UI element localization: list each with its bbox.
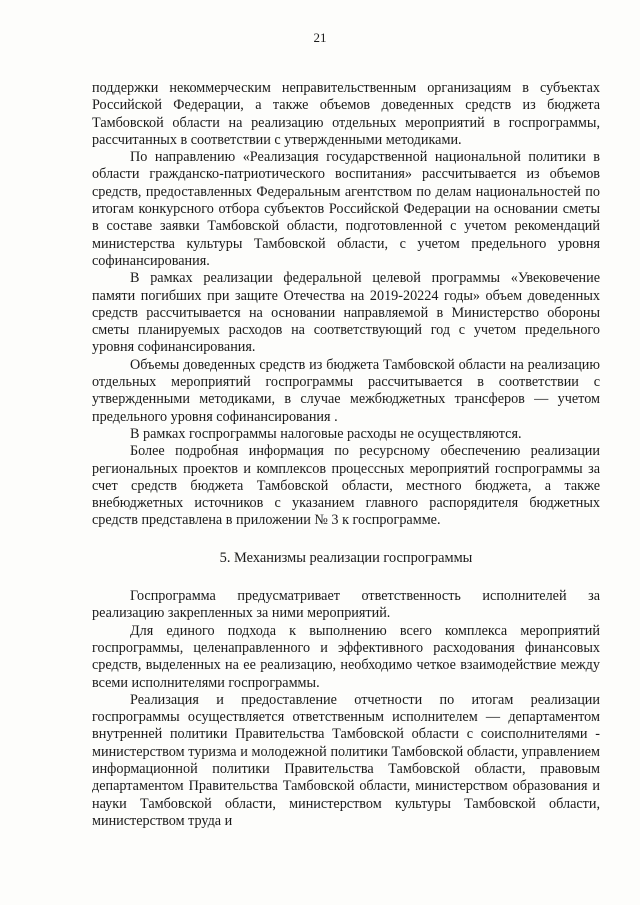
paragraph-9: Реализация и предоставление отчетности по итогам реализации госпрограммы осуществляется ответственным исполнителем — департаментом внутренней политики Правительства Тамбовской области с соисполнителями - министерством туризма и молодежной политики Тамбовской области, управлением информационной политики Правительства Тамбовской области, правовым департаментом Правительства Тамбовской области, министерством образования и науки Тамбовской области, министерством культуры Тамбовской области, министерством труда и <box>92 691 600 829</box>
paragraph-5: В рамках госпрограммы налоговые расходы не осуществляются. <box>130 425 522 442</box>
paragraph-3: В рамках реализации федеральной целевой программы «Увековечение памяти погибших при защите Отечества на 2019-20224 годы» объем доведенных средств рассчитывается на основании направляемой в Министерство обороны сметы планируемых расходов на соответствующий год с учетом предельного уровня софинансирования. <box>92 270 600 356</box>
paragraph-8: Для единого подхода к выполнению всего комплекса мероприятий госпрограммы, целенаправленного и эффективного расходования финансовых средств, выделенных на ее реализацию, необходимо четкое взаимодействие между всеми исполнителями госпрограммы. <box>92 622 600 691</box>
section-heading: 5. Механизмы реализации госпрограммы <box>219 549 473 566</box>
paragraph-1: поддержки некоммерческим неправительственным организациям в субъектах Российской Федерации, а также объемов доведенных средств из бюджета Тамбовской области на реализацию отдельных мероприятий в госпрограммы, рассчитанных в соответствии с утвержденными методиками. <box>92 80 600 148</box>
paragraph-7: Госпрограмма предусматривает ответственность исполнителей за реализацию закрепленных за ними мероприятий. <box>92 588 600 622</box>
page-number: 21 <box>313 30 327 45</box>
paragraph-6: Более подробная информация по ресурсному обеспечению реализации региональных проектов и комплексов процессных мероприятий госпрограммы за счет средств бюджета Тамбовской области, местного бюджета, а также внебюджетных источников с указанием главного распорядителя бюджетных средств представлена в приложении № 3 к госпрограмме. <box>92 443 600 529</box>
paragraph-4: Объемы доведенных средств из бюджета Тамбовской области на реализацию отдельных мероприятий госпрограммы рассчитывается в соответствии с утвержденными методиками, в случае межбюджетных трансферов — учетом предельного уровня софинансирования . <box>92 356 600 425</box>
document-body <box>92 80 600 830</box>
paragraph-2: По направлению «Реализация государственной национальной политики в области гражданско-патриотического воспитания» рассчитывается из объемов средств, предоставленных Федеральным агентством по делам национальностей по итогам конкурсного отбора субъектов Российской Федерации на основании сметы в составе заявки Тамбовской области, подготовленной с учетом рекомендаций министерства культуры Тамбовской области, с учетом предельного уровня софинансирования. <box>92 149 600 269</box>
